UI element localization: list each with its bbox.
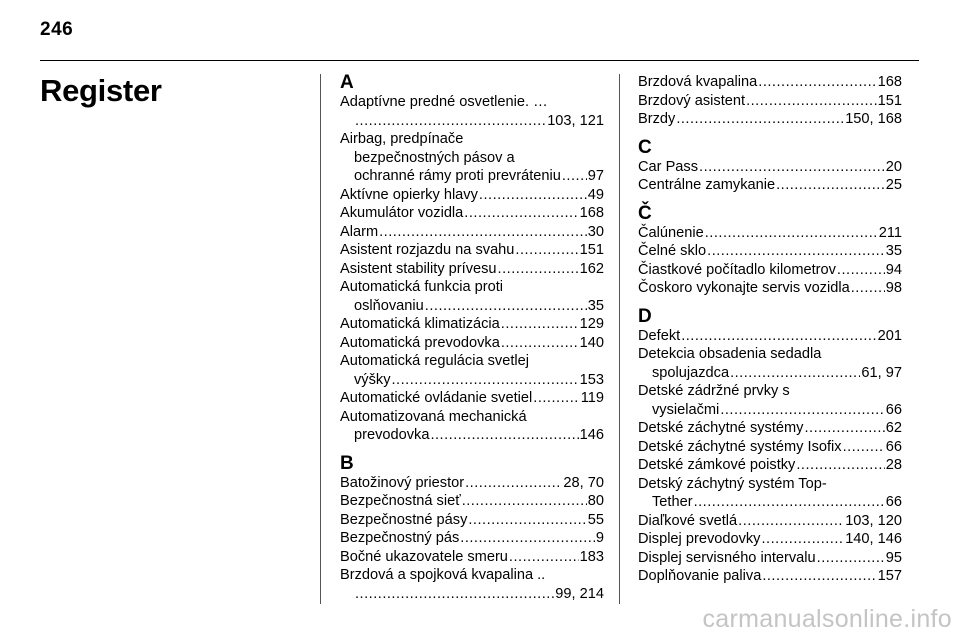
dot-leader xyxy=(379,223,587,242)
dot-leader xyxy=(843,438,885,457)
index-entry xyxy=(340,474,604,493)
index-entry-line xyxy=(340,297,604,316)
index-entry xyxy=(340,511,604,530)
index-entry xyxy=(340,260,604,279)
index-entry-text: Bezpečnostná sieť xyxy=(340,493,461,509)
index-entry-text: Detský záchytný systém Top- xyxy=(638,475,827,492)
dot-leader xyxy=(720,401,884,420)
index-entry-line xyxy=(638,419,902,438)
index-entry-text: Akumulátor vozidla xyxy=(340,205,464,221)
index-page-ref: 103, 121 xyxy=(547,112,604,129)
page-title: Register xyxy=(40,73,162,108)
index-page-ref: 95 xyxy=(885,549,902,566)
index-page-ref: 20 xyxy=(885,158,902,175)
index-entry-text: Displej servisného intervalu xyxy=(638,549,816,566)
index-entry xyxy=(340,566,604,603)
index-entry-text: Brzdová kvapalina xyxy=(638,74,758,90)
index-letter: D xyxy=(638,305,652,327)
index-entry-text: vysielačmi xyxy=(652,401,720,418)
page-number: 246 xyxy=(40,19,74,40)
dot-leader xyxy=(355,585,554,604)
index-entry-text: prevodovka xyxy=(354,427,430,443)
index-entry xyxy=(638,438,902,457)
index-entry-text: Čiastkové počítadlo kilometrov xyxy=(638,261,836,278)
index-entry-line xyxy=(638,242,902,261)
dot-leader xyxy=(498,260,579,279)
index-entry-text: Detské záchytné systémy xyxy=(638,420,804,436)
index-entry xyxy=(340,223,604,242)
index-page-ref: 98 xyxy=(885,280,902,296)
column-divider-left xyxy=(320,74,321,604)
dot-leader xyxy=(430,426,578,445)
index-entry-text: Detekcia obsadenia sedadla xyxy=(638,346,822,362)
dot-leader xyxy=(758,73,876,92)
index-entry xyxy=(340,130,604,186)
index-entry-line xyxy=(340,334,604,353)
index-page-ref: 80 xyxy=(587,493,604,509)
dot-leader xyxy=(837,261,885,280)
index-entry xyxy=(340,315,604,334)
index-entry-line xyxy=(340,112,604,131)
index-entry-text: Bezpečnostné pásy xyxy=(340,511,468,528)
dot-leader xyxy=(501,334,579,353)
watermark: carmanualsonline.info xyxy=(702,605,952,633)
index-entry-text: Čelné sklo xyxy=(638,243,707,259)
index-page-ref: 28, 70 xyxy=(563,474,604,491)
index-letter: B xyxy=(340,452,354,474)
index-entry xyxy=(638,176,902,195)
index-entry-line xyxy=(340,585,604,604)
index-entry-text: Bezpečnostný pás xyxy=(340,530,460,546)
index-entry-line xyxy=(638,364,902,383)
index-page-ref: 66 xyxy=(885,494,902,510)
index-entry-line xyxy=(638,438,902,457)
index-entry-line xyxy=(638,401,902,420)
index-entry-text: Brzdový asistent xyxy=(638,92,746,109)
dot-leader xyxy=(776,176,885,195)
dot-leader xyxy=(746,92,877,111)
index-entry-line xyxy=(340,389,604,408)
index-page-ref: 35 xyxy=(885,243,902,259)
index-page-ref: 66 xyxy=(885,438,902,455)
dot-leader xyxy=(515,241,578,260)
dot-leader xyxy=(699,158,885,177)
index-entry-line xyxy=(638,530,902,549)
index-page-ref: 66 xyxy=(885,401,902,418)
index-entry xyxy=(340,492,604,511)
index-entry-line xyxy=(638,224,902,243)
index-entry-text: Alarm xyxy=(340,223,379,240)
index-entry-line xyxy=(638,261,902,280)
index-entry-text: Automatické ovládanie svetiel xyxy=(340,390,533,406)
index-page-ref: 168 xyxy=(877,74,902,90)
dot-leader xyxy=(355,112,546,131)
index-entry xyxy=(340,548,604,567)
index-entry xyxy=(638,73,902,92)
index-entry-text: Doplňovanie paliva xyxy=(638,568,762,584)
index-page-ref: 35 xyxy=(587,297,604,314)
index-entry xyxy=(638,327,902,346)
index-entry-text: Tether xyxy=(652,494,693,510)
index-entry xyxy=(638,456,902,475)
index-page-ref: 61, 97 xyxy=(861,364,902,381)
index-entry xyxy=(340,389,604,408)
dot-leader xyxy=(738,512,844,531)
index-entry-line xyxy=(638,110,902,129)
index-entry-text: Defekt xyxy=(638,327,681,344)
index-entry-line xyxy=(638,512,902,531)
index-entry-text: ochranné rámy proti prevráteniu xyxy=(354,168,561,184)
index-page-ref: 25 xyxy=(885,177,902,193)
dot-leader xyxy=(761,530,844,549)
index-entry-text: Airbag, predpínače xyxy=(340,131,464,147)
dot-leader xyxy=(460,529,595,548)
index-entry-text: Detské zámkové poistky xyxy=(638,457,796,473)
index-entry-line xyxy=(638,493,902,512)
index-entry-text: Aktívne opierky hlavy xyxy=(340,186,478,203)
index-entry-text: Displej prevodovky xyxy=(638,531,761,547)
index-page-ref: 97 xyxy=(587,168,604,184)
index-letter: Č xyxy=(638,202,652,224)
index-page-ref: 129 xyxy=(579,316,604,332)
index-entry-text: spolujazdca xyxy=(652,364,730,381)
index-page-ref: 140 xyxy=(579,334,604,351)
index-entry-text: Automatická funkcia proti xyxy=(340,279,504,295)
index-column-1 xyxy=(340,73,604,603)
index-entry xyxy=(638,419,902,438)
index-entry-line xyxy=(638,567,902,586)
index-entry-text: Automatizovaná mechanická xyxy=(340,408,527,425)
dot-leader xyxy=(509,548,579,567)
index-entry-text: výšky xyxy=(354,371,391,388)
header-rule xyxy=(40,60,919,61)
index-page-ref: 140, 146 xyxy=(845,531,902,547)
dot-leader xyxy=(676,110,844,129)
index-entry xyxy=(638,530,902,549)
index-entry xyxy=(340,334,604,353)
index-entry xyxy=(638,158,902,177)
index-entry-line xyxy=(340,426,604,445)
dot-leader xyxy=(804,419,884,438)
dot-leader xyxy=(817,549,885,568)
index-page-ref: 151 xyxy=(579,242,604,258)
dot-leader xyxy=(730,364,860,383)
index-entry-text: Automatická prevodovka xyxy=(340,334,500,351)
index-page-ref: 94 xyxy=(885,261,902,278)
dot-leader xyxy=(851,279,885,298)
index-entry-line xyxy=(340,223,604,242)
index-entry-line xyxy=(638,549,902,568)
index-entry xyxy=(340,93,604,130)
index-entry-line xyxy=(340,186,604,205)
index-entry-line xyxy=(638,456,902,475)
dot-leader xyxy=(464,204,578,223)
index-page-ref: 119 xyxy=(580,390,604,406)
index-entry-line xyxy=(638,176,902,195)
index-entry-line xyxy=(340,474,604,493)
dot-leader xyxy=(681,327,876,346)
dot-leader xyxy=(425,297,587,316)
index-entry-text: Automatická klimatizácia xyxy=(340,316,500,332)
index-entry xyxy=(340,352,604,389)
index-entry xyxy=(340,204,604,223)
dot-leader xyxy=(501,315,579,334)
index-entry xyxy=(638,261,902,280)
index-entry-line xyxy=(340,204,604,223)
index-page-ref: 9 xyxy=(595,530,604,546)
index-entry-text: Detské záchytné systémy Isofix xyxy=(638,438,842,455)
index-entry-text: Centrálne zamykanie xyxy=(638,177,776,193)
index-entry-text: bezpečnostných pásov a xyxy=(354,149,515,166)
index-letter: C xyxy=(638,136,652,158)
index-page-ref: 146 xyxy=(579,427,604,443)
index-page-ref: 30 xyxy=(587,223,604,240)
index-entry-text: Brzdy xyxy=(638,111,676,127)
index-entry-text: Detské zádržné prvky s xyxy=(638,383,790,399)
index-entry-text: Adaptívne predné osvetlenie. … xyxy=(340,94,548,110)
index-entry-line xyxy=(638,279,902,298)
index-entry xyxy=(340,241,604,260)
index-page-ref: 151 xyxy=(877,92,902,109)
index-entry xyxy=(638,567,902,586)
index-entry-line xyxy=(340,260,604,279)
index-page-ref: 150, 168 xyxy=(845,111,902,127)
dot-leader xyxy=(694,493,885,512)
dot-leader xyxy=(707,242,885,261)
index-entry xyxy=(638,345,902,382)
index-column-2 xyxy=(638,73,902,586)
index-entry xyxy=(340,529,604,548)
index-page-ref: 153 xyxy=(579,371,604,388)
index-entry-line xyxy=(340,315,604,334)
index-page-ref: 55 xyxy=(587,511,604,528)
index-entry-text: Diaľkové svetlá xyxy=(638,512,738,529)
index-entry-text: Brzdová a spojková kvapalina .. xyxy=(340,567,546,583)
index-entry-text: Bočné ukazovatele smeru xyxy=(340,548,508,565)
index-page-ref: 62 xyxy=(885,420,902,436)
index-entry xyxy=(638,279,902,298)
index-entry-line xyxy=(340,511,604,530)
index-entry-text: oslňovaniu xyxy=(354,297,424,314)
index-page-ref: 211 xyxy=(878,224,902,241)
index-entry xyxy=(638,242,902,261)
index-entry xyxy=(340,186,604,205)
index-page-ref: 157 xyxy=(877,568,902,584)
index-entry xyxy=(638,475,902,512)
index-entry-line xyxy=(638,327,902,346)
index-entry-line xyxy=(638,92,902,111)
index-entry xyxy=(340,278,604,315)
index-letter: A xyxy=(340,72,354,93)
index-entry xyxy=(340,408,604,445)
dot-leader xyxy=(762,567,876,586)
index-entry-text: Čoskoro vykonajte servis vozidla xyxy=(638,280,850,296)
index-entry-line xyxy=(340,492,604,511)
dot-leader xyxy=(705,224,878,243)
index-entry xyxy=(638,110,902,129)
index-page-ref: 201 xyxy=(877,327,902,344)
column-divider-right xyxy=(619,74,620,604)
index-page-ref: 49 xyxy=(587,186,604,203)
dot-leader xyxy=(462,492,587,511)
index-entry-text: Čalúnenie xyxy=(638,224,704,241)
index-entry-text: Automatická regulácia svetlej xyxy=(340,353,529,369)
index-entry-line xyxy=(340,548,604,567)
index-entry-line xyxy=(340,167,604,186)
index-entry-text: Asistent rozjazdu na svahu xyxy=(340,242,515,258)
index-page-ref: 168 xyxy=(579,205,604,221)
index-entry xyxy=(638,549,902,568)
dot-leader xyxy=(391,371,578,390)
index-page-ref: 162 xyxy=(579,260,604,277)
index-page-ref: 183 xyxy=(579,548,604,565)
index-entry-text: Car Pass xyxy=(638,158,699,175)
index-page-ref: 28 xyxy=(885,457,902,473)
index-entry xyxy=(638,382,902,419)
dot-leader xyxy=(468,511,586,530)
index-entry-text: Batožinový priestor xyxy=(340,474,465,491)
dot-leader xyxy=(465,474,562,493)
index-entry-line xyxy=(340,241,604,260)
index-page-ref: 99, 214 xyxy=(555,585,604,602)
index-entry-line xyxy=(340,371,604,390)
index-entry-line xyxy=(638,73,902,92)
index-entry xyxy=(638,224,902,243)
index-page-ref: 103, 120 xyxy=(845,512,902,529)
index-entry xyxy=(638,92,902,111)
index-entry xyxy=(638,512,902,531)
dot-leader xyxy=(796,456,884,475)
dot-leader xyxy=(479,186,587,205)
dot-leader xyxy=(562,167,587,186)
dot-leader xyxy=(533,389,579,408)
index-entry-line xyxy=(340,529,604,548)
index-entry-text: Asistent stability prívesu xyxy=(340,260,497,277)
index-entry-line xyxy=(638,158,902,177)
